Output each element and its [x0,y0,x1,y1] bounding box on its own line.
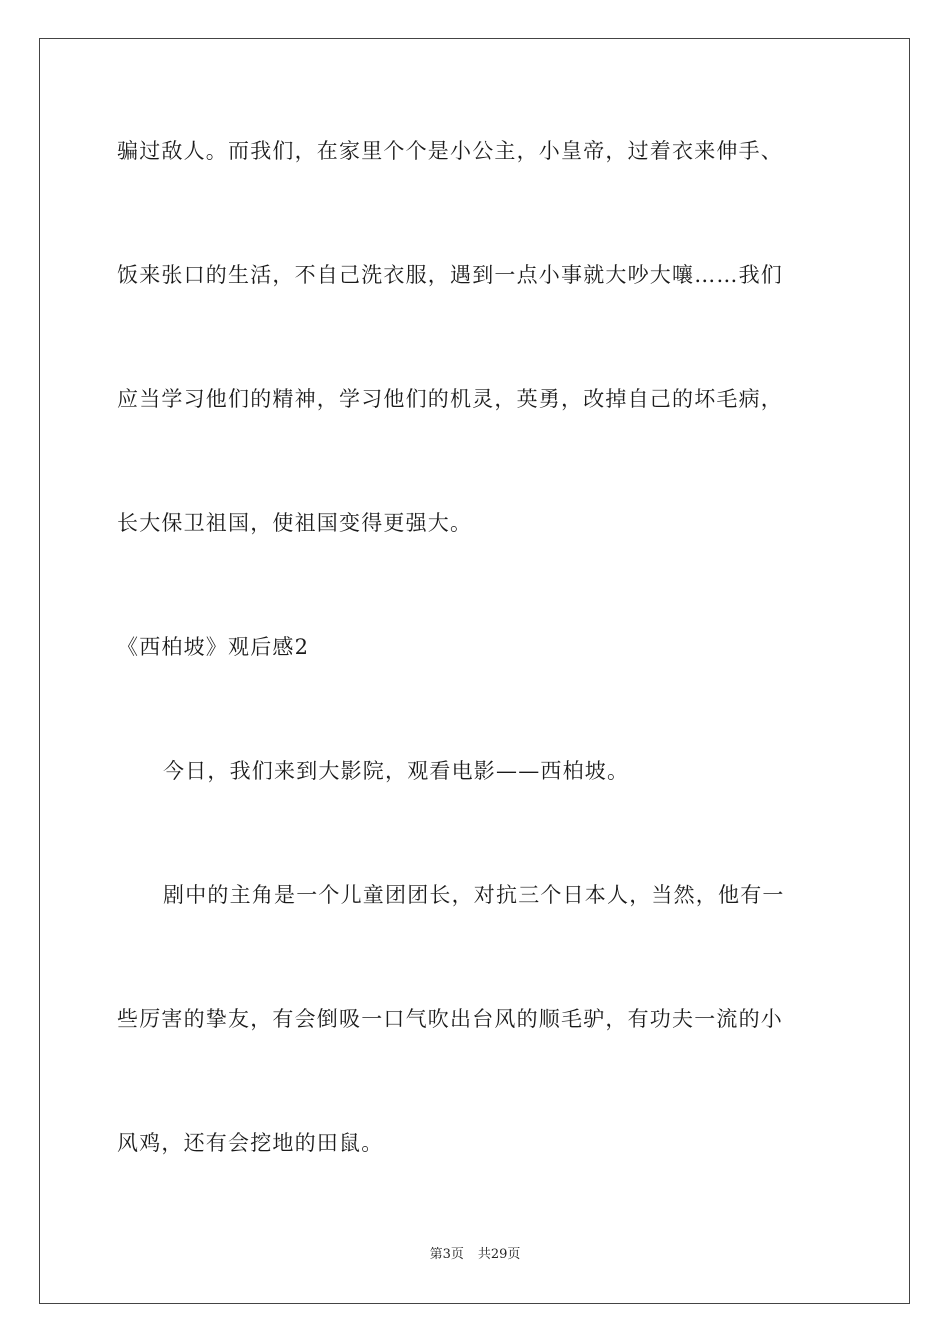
body-text-line: 今日，我们来到大影院，观看电影——西柏坡。 [163,759,630,783]
page-number: 第3页 [429,1247,464,1262]
body-text-line: 应当学习他们的精神，学习他们的机灵，英勇，改掉自己的坏毛病， [117,387,783,411]
body-text-line: 风鸡，还有会挖地的田鼠。 [117,1131,384,1155]
body-text-line: 些厉害的挚友，有会倒吸一口气吹出台风的顺毛驴，有功夫一流的小 [117,1007,783,1031]
page-footer [0,1246,950,1264]
page-border [39,38,910,1304]
body-text-line: 剧中的主角是一个儿童团团长，对抗三个日本人，当然，他有一 [163,883,785,907]
body-text-line: 骗过敌人。而我们，在家里个个是小公主，小皇帝，过着衣来伸手、 [117,139,783,163]
total-pages: 共29页 [477,1247,521,1262]
body-text-line: 长大保卫祖国，使祖国变得更强大。 [117,511,473,535]
section-heading: 《西柏坡》观后感2 [117,635,310,659]
body-text-line: 饭来张口的生活，不自己洗衣服，遇到一点小事就大吵大嚷……我们 [117,263,783,287]
